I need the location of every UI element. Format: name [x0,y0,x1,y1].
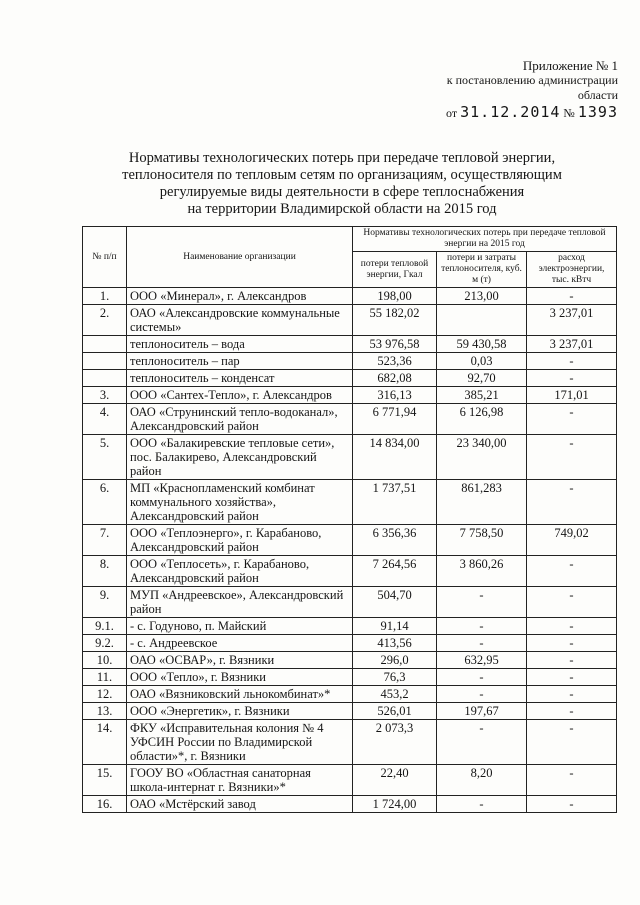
header-group: Нормативы технологических потерь при передаче тепловой энергии на 2015 год [353,227,617,252]
table-row [83,703,617,720]
row-coolant-loss: 23 340,00 [437,435,527,480]
row-organization: - с. Андреевское [127,635,353,652]
row-electricity: 171,01 [527,387,617,404]
document-title [72,150,612,218]
row-electricity: - [527,435,617,480]
row-heat-loss: 523,36 [353,353,437,370]
table-row [83,587,617,618]
row-heat-loss: 14 834,00 [353,435,437,480]
table-row [83,305,617,336]
row-organization: ООО «Теплосеть», г. Карабаново, Александровский район [127,556,353,587]
table-row [83,618,617,635]
header-heat-loss: потери тепловой энергии, Гкал [353,252,437,288]
row-organization: ФКУ «Исправительная колония № 4 УФСИН России по Владимирской области»*, г. Вязники [127,720,353,765]
table-row [83,387,617,404]
row-organization: ООО «Балакиревские тепловые сети», пос. Балакирево, Александровский район [127,435,353,480]
row-electricity: - [527,404,617,435]
table-row [83,525,617,556]
table-row [83,435,617,480]
row-heat-loss: 91,14 [353,618,437,635]
row-heat-loss: 2 073,3 [353,720,437,765]
row-heat-loss: 6 771,94 [353,404,437,435]
row-number: 13. [83,703,127,720]
table-row [83,796,617,813]
row-coolant-loss: - [437,618,527,635]
row-electricity: - [527,652,617,669]
row-number: 5. [83,435,127,480]
decree-date: 31.12.2014 [460,103,561,121]
row-coolant-loss: 6 126,98 [437,404,527,435]
row-electricity: - [527,587,617,618]
row-heat-loss: 76,3 [353,669,437,686]
row-number: 11. [83,669,127,686]
table-row [83,635,617,652]
row-coolant-loss: 92,70 [437,370,527,387]
row-coolant-loss: 59 430,58 [437,336,527,353]
row-number [83,336,127,353]
row-electricity: 749,02 [527,525,617,556]
row-organization: ОАО «Александровские коммунальные системы» [127,305,353,336]
row-organization: ОАО «Струнинский тепло-водоканал», Александровский район [127,404,353,435]
row-coolant-loss [437,305,527,336]
row-coolant-loss: 632,95 [437,652,527,669]
annex-ref-cont: области [577,88,618,102]
row-heat-loss: 6 356,36 [353,525,437,556]
table-row [83,336,617,353]
row-coolant-loss: 7 758,50 [437,525,527,556]
row-electricity: 3 237,01 [527,336,617,353]
row-heat-loss: 53 976,58 [353,336,437,353]
row-heat-loss: 316,13 [353,387,437,404]
annex-ref: к постановлению администрации [446,73,618,87]
from-label: от [446,106,458,120]
number-label: № [563,106,575,120]
row-number: 12. [83,686,127,703]
table-row [83,652,617,669]
row-organization: ООО «Энергетик», г. Вязники [127,703,353,720]
row-number: 6. [83,480,127,525]
row-number: 9. [83,587,127,618]
row-electricity: - [527,618,617,635]
row-electricity: - [527,480,617,525]
row-heat-loss: 22,40 [353,765,437,796]
row-heat-loss: 198,00 [353,288,437,305]
row-number [83,370,127,387]
row-coolant-loss: 0,03 [437,353,527,370]
row-organization: ООО «Минерал», г. Александров [127,288,353,305]
row-heat-loss: 453,2 [353,686,437,703]
row-organization: ОАО «Вязниковский льнокомбинат»* [127,686,353,703]
row-heat-loss: 526,01 [353,703,437,720]
row-coolant-loss: 8,20 [437,765,527,796]
row-organization: ОАО «ОСВАР», г. Вязники [127,652,353,669]
title-line-2: теплоносителя по тепловым сетям по организациям, осуществляющим [122,167,562,183]
table-row [83,404,617,435]
row-heat-loss: 296,0 [353,652,437,669]
annex-title: Приложение № 1 [522,58,618,73]
row-coolant-loss: - [437,669,527,686]
row-number: 3. [83,387,127,404]
row-organization: ОАО «Мстёрский завод [127,796,353,813]
header-num: № п/п [83,227,127,288]
table-row [83,686,617,703]
row-electricity: - [527,686,617,703]
row-number: 14. [83,720,127,765]
row-electricity: - [527,703,617,720]
table-row [83,720,617,765]
row-number: 9.2. [83,635,127,652]
row-coolant-loss: - [437,635,527,652]
table-row [83,370,617,387]
row-coolant-loss: - [437,686,527,703]
title-line-1: Нормативы технологических потерь при передаче тепловой энергии, [128,150,556,166]
decree-number-line [398,105,618,121]
row-coolant-loss: - [437,587,527,618]
table-row [83,669,617,686]
row-organization: ГООУ ВО «Областная санаторная школа-интернат г. Вязники»* [127,765,353,796]
norms-table [82,226,617,813]
row-number: 4. [83,404,127,435]
table-row [83,765,617,796]
row-number: 15. [83,765,127,796]
row-number: 1. [83,288,127,305]
annex-header [398,58,618,121]
row-number: 10. [83,652,127,669]
row-coolant-loss: 385,21 [437,387,527,404]
row-number [83,353,127,370]
row-organization: ООО «Сантех-Тепло», г. Александров [127,387,353,404]
decree-number: 1393 [577,103,618,121]
row-heat-loss: 1 737,51 [353,480,437,525]
row-electricity: - [527,796,617,813]
row-heat-loss: 7 264,56 [353,556,437,587]
row-electricity: - [527,370,617,387]
row-coolant-loss: 3 860,26 [437,556,527,587]
row-organization: ООО «Тепло», г. Вязники [127,669,353,686]
row-heat-loss: 55 182,02 [353,305,437,336]
row-organization: МП «Краснопламенский комбинат коммунального хозяйства», Александровский район [127,480,353,525]
table-row [83,480,617,525]
row-coolant-loss: 197,67 [437,703,527,720]
title-line-4: на территории Владимирской области на 2015 год [187,201,497,217]
table-row [83,556,617,587]
row-heat-loss: 504,70 [353,587,437,618]
row-number: 7. [83,525,127,556]
row-coolant-loss: 861,283 [437,480,527,525]
row-organization: теплоноситель – конденсат [127,370,353,387]
row-coolant-loss: - [437,796,527,813]
row-electricity: - [527,669,617,686]
row-electricity: 3 237,01 [527,305,617,336]
table-body [83,288,617,813]
row-heat-loss: 682,08 [353,370,437,387]
row-electricity: - [527,720,617,765]
table-row [83,353,617,370]
header-name: Наименование организации [127,227,353,288]
title-line-3: регулируемые виды деятельности в сфере теплоснабжения [159,184,525,200]
row-electricity: - [527,288,617,305]
row-coolant-loss: 213,00 [437,288,527,305]
row-electricity: - [527,635,617,652]
row-electricity: - [527,556,617,587]
row-organization: - с. Годуново, п. Майский [127,618,353,635]
row-organization: теплоноситель – вода [127,336,353,353]
row-number: 9.1. [83,618,127,635]
row-number: 8. [83,556,127,587]
row-electricity: - [527,353,617,370]
row-organization: ООО «Теплоэнерго», г. Карабаново, Александровский район [127,525,353,556]
header-coolant-loss: потери и затраты теплоносителя, куб. м (т) [437,252,527,288]
row-heat-loss: 413,56 [353,635,437,652]
header-electricity: расход электроэнергии, тыс. кВтч [527,252,617,288]
row-heat-loss: 1 724,00 [353,796,437,813]
row-coolant-loss: - [437,720,527,765]
row-electricity: - [527,765,617,796]
row-number: 16. [83,796,127,813]
row-organization: МУП «Андреевское», Александровский район [127,587,353,618]
table-row [83,288,617,305]
row-organization: теплоноситель – пар [127,353,353,370]
row-number: 2. [83,305,127,336]
